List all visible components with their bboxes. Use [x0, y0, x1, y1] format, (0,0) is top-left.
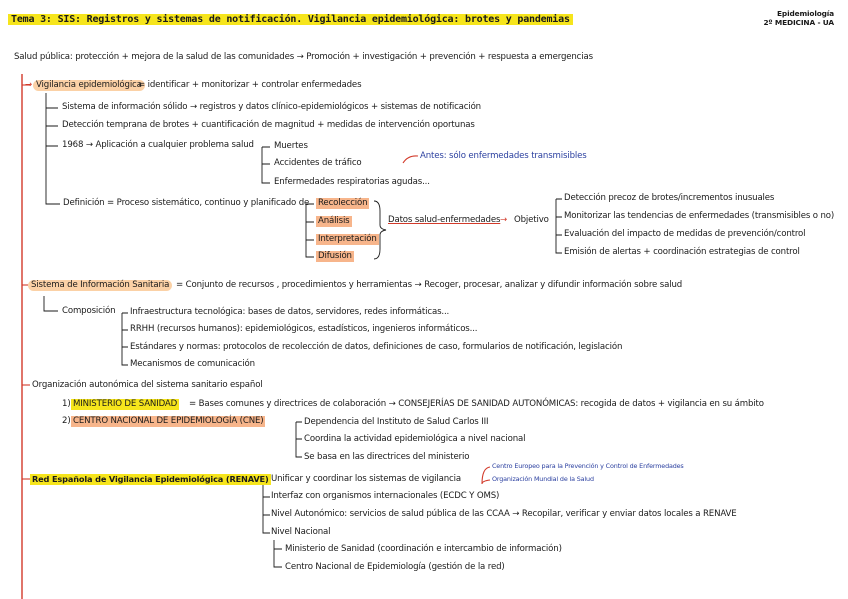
vigilancia-summary: = identificar + monitorizar + controlar enfermedades	[138, 80, 362, 90]
step-difusion: Difusión	[318, 251, 352, 261]
objective-item: Evaluación del impacto de medidas de prevención/control	[564, 229, 806, 239]
objetivo-label: Objetivo	[514, 215, 549, 225]
sis-summary: = Conjunto de recursos , procedimientos y herramientas → Recoger, procesar, analizar y difundir información sobre salud	[176, 280, 683, 290]
ministerio-desc: = Bases comunes y directrices de colaboración → CONSEJERÍAS DE SANIDAD AUTONÓMICAS: recogida de datos + vigilancia en su ámbito	[189, 399, 764, 409]
renave-item: Interfaz con organismos internacionales (ECDC Y OMS)	[271, 491, 500, 501]
org-title: Organización autonómica del sistema sanitario español	[32, 380, 263, 390]
course-label: 2º MEDICINA - UA	[763, 18, 834, 27]
sis-title: Sistema de Información Sanitaria	[28, 280, 172, 291]
renave-title: Red Española de Vigilancia Epidemiológica (RENAVE)	[32, 474, 269, 484]
problem-item: Accidentes de tráfico	[274, 158, 362, 168]
intro-line: Salud pública: protección + mejora de la salud de las comunidades → Promoción + investigación + prevención + respuesta a emergencias	[14, 52, 593, 62]
org-number: 2)	[62, 416, 71, 426]
objective-item: Monitorizar las tendencias de enfermedades (transmisibles o no)	[564, 211, 835, 221]
component-item: Estándares y normas: protocolos de recolección de datos, definiciones de caso, formularios de notificación, legislación	[130, 342, 623, 352]
cne-label: CENTRO NACIONAL DE EPIDEMIOLOGÍA (CNE)	[73, 416, 264, 426]
arrow-marker: →	[25, 80, 33, 90]
renave-item: Unificar y coordinar los sistemas de vigilancia	[271, 474, 461, 484]
objective-item: Emisión de alertas + coordinación estrategias de control	[564, 247, 800, 257]
subject-label: Epidemiología	[777, 9, 834, 18]
component-item: RRHH (recursos humanos): epidemiológicos, estadísticos, ingenieros informáticos...	[130, 324, 478, 334]
arrow-marker: →	[500, 215, 508, 225]
problem-item: Muertes	[274, 141, 308, 151]
cne-item: Se basa en las directrices del ministerio	[304, 452, 470, 462]
org-oms: Organización Mundial de la Salud	[492, 475, 594, 483]
datos-label: Datos salud-enfermedades	[388, 215, 501, 225]
composicion-label: Composición	[62, 306, 116, 316]
renave-item: Nivel Nacional	[271, 527, 331, 537]
problem-item: Enfermedades respiratorias agudas...	[274, 177, 430, 187]
component-item: Mecanismos de comunicación	[130, 359, 255, 369]
ministerio-label: MINISTERIO DE SANIDAD	[73, 399, 178, 409]
vigilancia-item: Sistema de información sólido → registros y datos clínico-epidemiológicos + sistemas de notificación	[62, 102, 481, 112]
step-recoleccion: Recolección	[318, 198, 368, 208]
component-item: Infraestructura tecnológica: bases de datos, servidores, redes informáticas...	[130, 307, 450, 317]
cne-item: Coordina la actividad epidemiológica a nivel nacional	[304, 434, 526, 444]
renave-item: Nivel Autonómico: servicios de salud pública de las CCAA → Recopilar, verificar y enviar datos locales a RENAVE	[271, 509, 737, 519]
vigilancia-item: Detección temprana de brotes + cuantificación de magnitud + medidas de intervención oportunas	[62, 120, 475, 130]
step-analisis: Análisis	[318, 216, 350, 226]
nacional-item: Ministerio de Sanidad (coordinación e intercambio de información)	[285, 544, 562, 554]
org-ecdc: Centro Europeo para la Prevención y Control de Enfermedades	[492, 462, 684, 470]
page-title: Tema 3: SIS: Registros y sistemas de notificación. Vigilancia epidemiológica: brotes y pandemias	[8, 14, 573, 25]
nacional-item: Centro Nacional de Epidemiología (gestión de la red)	[285, 562, 505, 572]
step-interpretacion: Interpretación	[318, 234, 377, 244]
objective-item: Detección precoz de brotes/incrementos inusuales	[564, 193, 775, 203]
cne-item: Dependencia del Instituto de Salud Carlos III	[304, 417, 489, 427]
vigilancia-title: Vigilancia epidemiológica	[33, 80, 145, 91]
vigilancia-1968: 1968 → Aplicación a cualquier problema salud	[62, 140, 254, 150]
org-number: 1)	[62, 399, 71, 409]
antes-note: Antes: sólo enfermedades transmisibles	[420, 151, 587, 161]
definicion: Definición = Proceso sistemático, continuo y planificado de	[63, 198, 310, 208]
